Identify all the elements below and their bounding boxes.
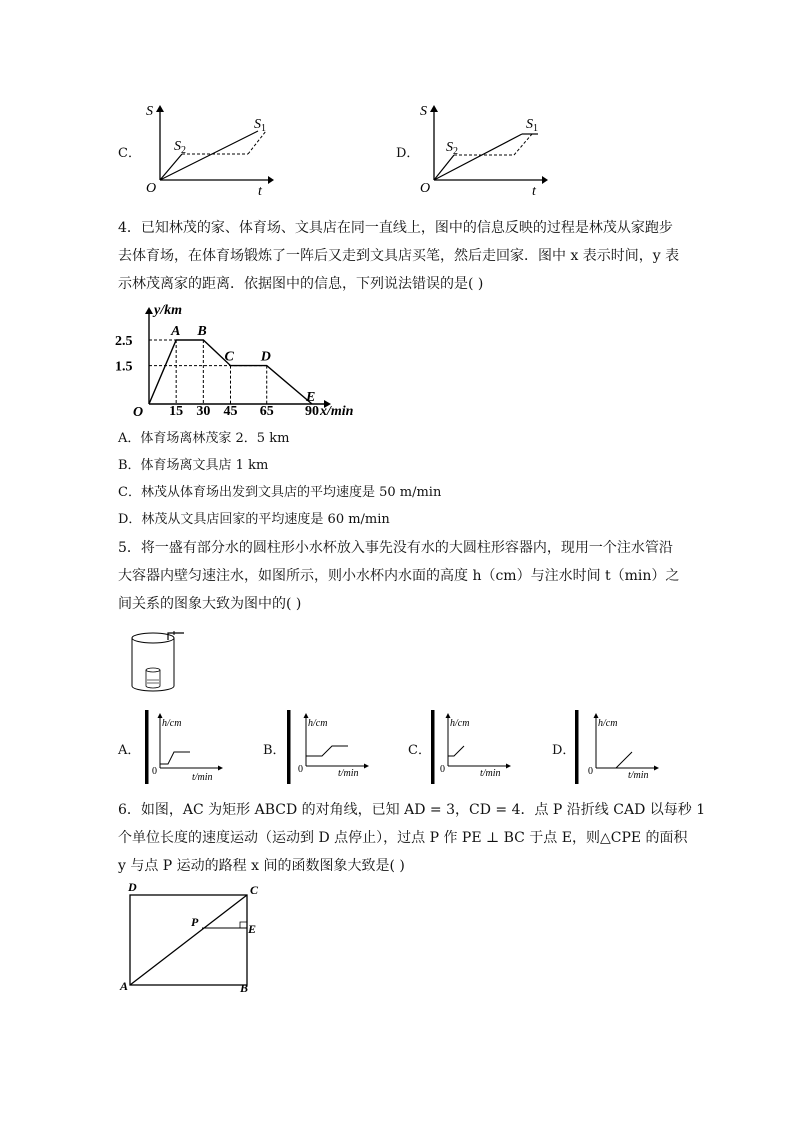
q4-distance-time-graph bbox=[112, 300, 382, 422]
diagonal-ac bbox=[130, 895, 247, 985]
svg-text:h/cm: h/cm bbox=[162, 718, 182, 729]
q5-option-a-label: A． bbox=[118, 743, 141, 758]
rectangle-abcd-figure bbox=[116, 878, 276, 998]
svg-text:t/min: t/min bbox=[338, 768, 359, 779]
q5-text-line2: 大容器内壁匀速注水，如图所示，则小水杯内水面的高度 h（cm）与注水时间 t（min）之 bbox=[118, 568, 680, 584]
svg-text:h/cm: h/cm bbox=[308, 718, 328, 729]
s1-sub: 1 bbox=[533, 123, 538, 134]
q5-option-b-label: B． bbox=[263, 743, 286, 758]
point-label-e: E bbox=[306, 390, 316, 405]
origin-label: O bbox=[420, 181, 431, 196]
q4-text-line1: 4．已知林茂的家、体育场、文具店在同一直线上，图中的信息反映的过程是林茂从家跑步 bbox=[118, 220, 673, 236]
q4-option-c: C．林茂从体育场出发到文具店的平均速度是 50 m/min bbox=[118, 485, 442, 500]
point-label-a: A bbox=[171, 324, 181, 339]
svg-text:0: 0 bbox=[440, 764, 445, 775]
q4-text-line2: 去体育场，在体育场锻炼了一阵后又走到文具店买笔，然后走回家．图中 x 表示时间，y 表 bbox=[118, 248, 680, 264]
x-axis-label: x/min bbox=[320, 404, 354, 419]
s-axis-label: S bbox=[146, 104, 153, 119]
x-tick-label: 30 bbox=[196, 404, 211, 419]
q5-option-b-graph bbox=[284, 708, 374, 786]
svg-text:S1 bbox=[526, 117, 538, 134]
svg-text:S1 bbox=[254, 117, 266, 134]
q5-option-a-graph bbox=[142, 708, 232, 786]
y-tick-label: 1.5 bbox=[115, 359, 133, 375]
s2-label: S bbox=[446, 140, 453, 155]
q5-option-d-graph bbox=[572, 708, 664, 786]
label-e: E bbox=[248, 922, 257, 936]
q4-text-line3: 示林茂离家的距离．依据图中的信息，下列说法错误的是( ) bbox=[118, 276, 484, 292]
point-label-b: B bbox=[197, 324, 207, 339]
q6-text-line1: 6．如图，AC 为矩形 ABCD 的对角线，已知 AD = 3，CD = 4．点 P 沿折线 CAD 以每秒 1 bbox=[118, 802, 706, 818]
q6-text-line2: 个单位长度的速度运动（运动到 D 点停止），过点 P 作 PE ⊥ BC 于点 E，则△CPE 的面积 bbox=[118, 830, 688, 846]
svg-text:S2 bbox=[446, 140, 458, 157]
s-axis-arrow bbox=[156, 105, 164, 112]
svg-text:h/cm: h/cm bbox=[450, 718, 470, 729]
x-tick-labels bbox=[169, 404, 319, 419]
x-tick-label: 15 bbox=[169, 404, 184, 419]
label-d: D bbox=[128, 880, 137, 894]
s1-label: S bbox=[526, 117, 533, 132]
point-label-d: D bbox=[260, 349, 271, 365]
svg-text:0: 0 bbox=[298, 764, 303, 775]
q4-option-b: B．体育场离文具店 1 km bbox=[118, 458, 269, 473]
q5-text-line1: 5．将一盛有部分水的圆柱形小水杯放入事先没有水的大圆柱形容器内，现用一个注水管沿 bbox=[118, 540, 673, 556]
right-angle-mark bbox=[240, 922, 247, 928]
svg-text:t/min: t/min bbox=[628, 770, 649, 781]
t-axis-label: t bbox=[258, 184, 262, 198]
option-d-graph bbox=[414, 98, 554, 198]
q5-option-d-label: D． bbox=[552, 743, 576, 758]
s1-sub: 1 bbox=[261, 123, 266, 134]
y-tick-label: 2.5 bbox=[115, 334, 133, 349]
label-b: B bbox=[240, 981, 249, 995]
container-illustration bbox=[128, 628, 198, 696]
q5-text-line3: 间关系的图象大致为图中的( ) bbox=[118, 596, 302, 612]
svg-text:h/cm: h/cm bbox=[598, 718, 618, 729]
x-tick-label: 65 bbox=[259, 404, 274, 419]
option-d-label: D． bbox=[396, 146, 420, 161]
label-c: C bbox=[250, 883, 259, 897]
option-c-label: C． bbox=[118, 146, 141, 161]
s2-rise bbox=[160, 154, 182, 180]
x-tick-label: 45 bbox=[223, 404, 238, 419]
label-p: P bbox=[191, 915, 199, 929]
x-tick-label: 90 bbox=[305, 404, 319, 419]
origin-label: O bbox=[146, 181, 157, 196]
svg-text:t/min: t/min bbox=[480, 768, 501, 779]
t-axis-label: t bbox=[532, 184, 536, 198]
svg-text:t/min: t/min bbox=[192, 772, 213, 783]
svg-text:S2 bbox=[174, 139, 186, 156]
y-axis-arrow bbox=[145, 307, 153, 314]
s2-rise bbox=[434, 155, 454, 180]
t-axis-arrow bbox=[268, 176, 274, 184]
y-tick-labels bbox=[115, 334, 133, 375]
q4-option-a: A．体育场离林茂家 2．5 km bbox=[118, 431, 290, 446]
label-a: A bbox=[120, 979, 129, 993]
point-label-o: O bbox=[133, 405, 144, 420]
svg-text:0: 0 bbox=[588, 766, 593, 777]
s2-sub: 2 bbox=[181, 145, 186, 156]
s1-label: S bbox=[254, 117, 261, 132]
q5-option-c-graph bbox=[428, 708, 518, 786]
option-c-graph bbox=[140, 98, 280, 198]
q6-text-line3: y 与点 P 运动的路程 x 间的函数图象大致是( ) bbox=[118, 858, 405, 874]
guide-lines bbox=[149, 340, 267, 404]
svg-text:0: 0 bbox=[152, 766, 157, 777]
s2-label: S bbox=[174, 139, 181, 154]
q5-option-c-label: C． bbox=[408, 743, 431, 758]
s-axis-label: S bbox=[420, 104, 427, 119]
point-label-c: C bbox=[224, 349, 234, 365]
s2-sub: 2 bbox=[453, 146, 458, 157]
q4-option-d: D．林茂从文具店回家的平均速度是 60 m/min bbox=[118, 512, 390, 527]
y-axis-label: y/km bbox=[154, 303, 182, 318]
